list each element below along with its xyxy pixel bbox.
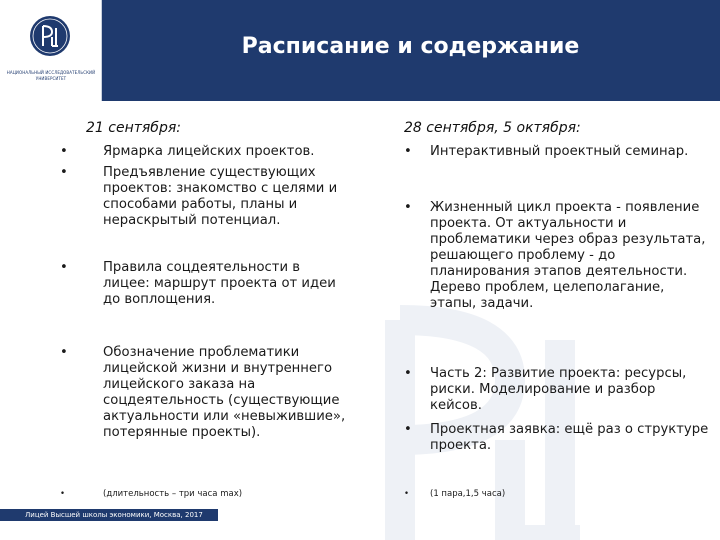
list-item-text: Интерактивный проектный семинар. [430,144,689,159]
bullet-icon: • [60,489,66,499]
duration-note: (1 пара,1,5 часа) [430,489,506,499]
bullet-icon: • [60,345,68,360]
list-item-text: Часть 2: Развитие проекта: ресурсы, риски. Моделирование и разбор кейсов. [430,366,687,413]
bullet-icon: • [404,366,412,381]
bullet-icon: • [404,489,410,499]
list-item-text: Проектная заявка: ещё раз о структуре проекта. [430,422,709,453]
right-column-heading: 28 сентября, 5 октября: [404,120,581,136]
list-item-text: Ярмарка лицейских проектов. [103,144,315,159]
list-item-text: Правила соцдеятельности в лицее: маршрут проекта от идеи до воплощения. [103,260,336,307]
bullet-icon: • [60,260,68,275]
bullet-icon: • [404,144,412,159]
list-item-text: Жизненный цикл проекта - появление проекта. От актуальности и проблематики через образ результата, решающего проблему - до планирования этапов деятельности. Дерево проблем, целеполагание, этапы, задачи. [430,200,706,311]
left-column-heading: 21 сентября: [86,120,181,136]
watermark-logo [360,300,720,540]
slide-title: Расписание и содержание [241,34,580,59]
list-item-text: Предъявление существующих проектов: знакомство с целями и способами работы, планы и нераскрытый потенциал. [103,165,338,228]
duration-note: (длительность – три часа max) [103,489,243,499]
bullet-icon: • [404,422,412,437]
logo-caption: НАЦИОНАЛЬНЫЙ ИССЛЕДОВАТЕЛЬСКИЙ УНИВЕРСИТЕТ [6,70,96,81]
footer-text: Лицей Высшей школы экономики, Москва, 2017 [25,511,203,519]
list-item-text: Обозначение проблематики лицейской жизни и внутреннего лицейского заказа на соцдеятельность (существующие актуальности или «невыжившие», потерянные проекты). [103,345,346,440]
bullet-icon: • [404,200,412,215]
bullet-icon: • [60,165,68,180]
bullet-icon: • [60,144,68,159]
hse-logo-icon [28,14,72,58]
logo-area [0,0,102,101]
